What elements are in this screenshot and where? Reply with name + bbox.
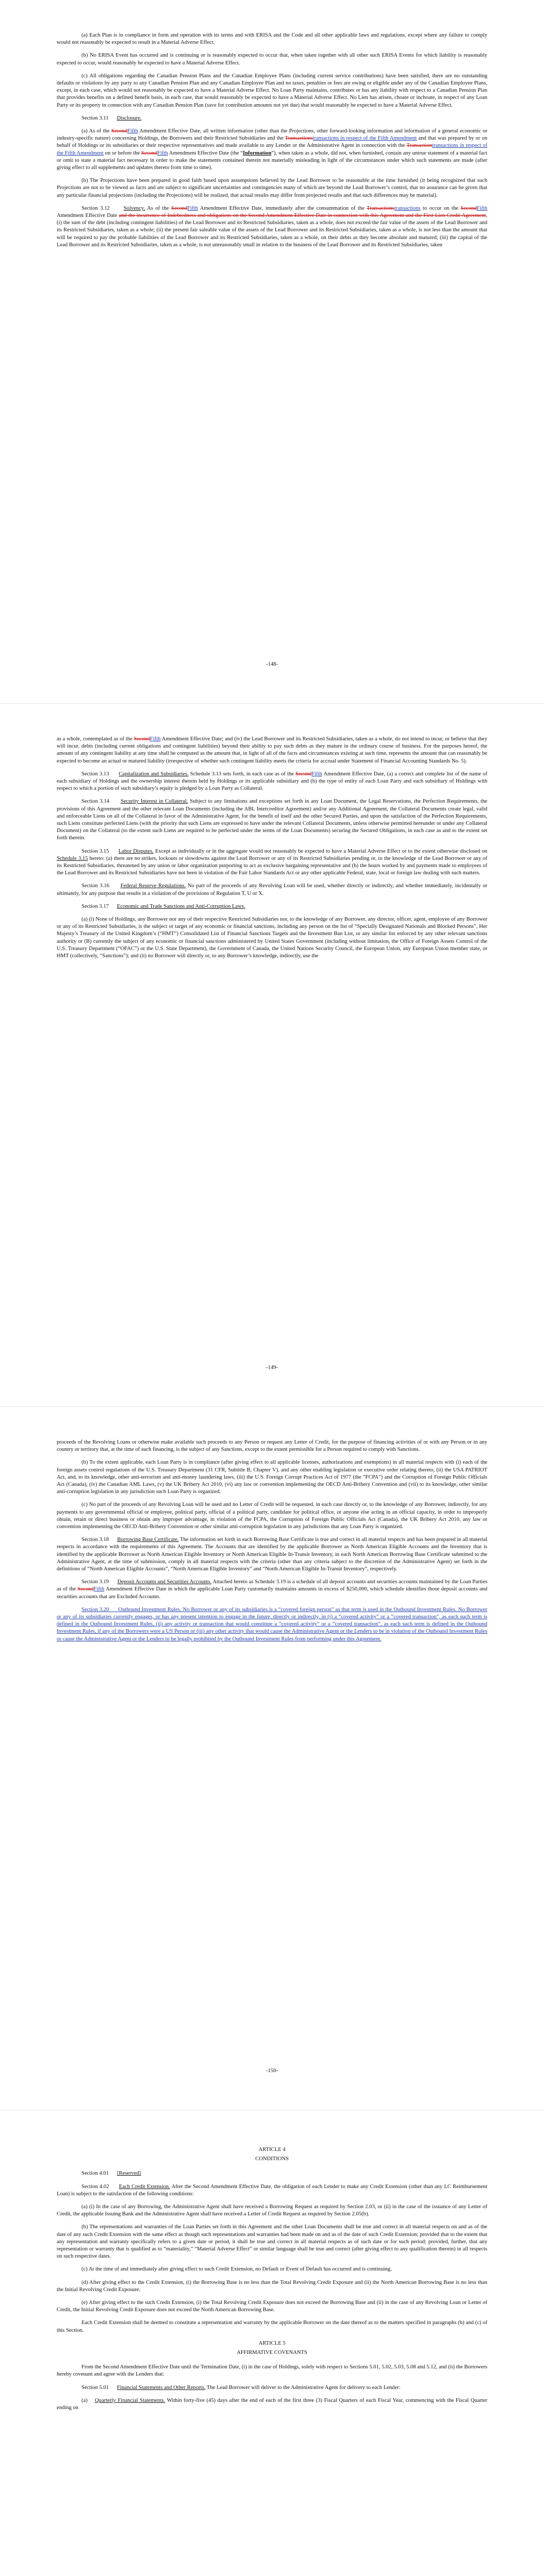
inserted-section-title: Outbound Investment Rules. (118, 1606, 182, 1613)
section-number: Section 4.02 (81, 2183, 109, 2190)
paragraph-3-15: Section 3.15 Labor Disputes. Except as individually or in the aggregate would not reasonably be expected to have a Material Adverse Effect or to the extent otherwise disclosed on Schedule 3.15 hereto: (a) there are no strikes, lockouts or slowdowns against the Lead Borrower or any of its Restricted Subsidiaries pending or, to the knowledge of the Lead Borrower or any of its Restricted Subsidiaries, threatened by any union or labor organization purporting to act as exclusive bargaining representative and (b) the hours worked by and payments made to employees of the Lead Borrower and its Restricted Subsidiaries have not been in violation of the Fair Labor Standards Act or any other applicable Federal, state, local or foreign law dealing with such matters. (57, 848, 488, 876)
section-3-11-heading (57, 115, 487, 122)
section-title: Economic and Trade Sanctions and Anti-Corruption Laws. (117, 903, 245, 909)
section-3-17-heading (57, 903, 487, 910)
paragraph-3-13: Section 3.13 Capitalization and Subsidiaries. Schedule 3.13 sets forth, in each case as of the SecondFifth Amendment Effective Date, (a) a correct and complete list of the name of each subsidiary of Holdings and the ownership interest therein held by Holdings or its applicable subsidiary and (b) the type of entity of each Loan Party and each subsidiary of Holdings with respect to which a portion of such subsidiary’s equity is pledged by a Loan Party as Collateral. (57, 771, 487, 792)
section-4-01 (57, 2170, 487, 2177)
paragraph-4-02-closing: Each Credit Extension shall be deemed to constitute a representation and warranty by the applicable Borrower on the date thereof as to the matters specified in paragraphs (b) and (c) of this Section. (57, 2320, 487, 2333)
section-number: Section 3.13 (81, 771, 109, 777)
deleted-text: Second (111, 128, 128, 134)
defined-term: Information (242, 150, 272, 156)
subsection-title: Quarterly Financial Statements. (95, 2397, 166, 2403)
page-150 (0, 1406, 544, 2110)
deleted-text: and the incurrence of Indebtedness and obligations on the Second Amendment Effective Date in connection with this Agreement and the First Lien Credit Agreement (119, 213, 486, 219)
article-4-heading: ARTICLE 4 (258, 2147, 286, 2153)
paragraph-4-02-b: (b) The representations and warranties of the Loan Parties set forth in this Agreement and the other Loan Documents shall be true and correct in all material respects on and as of the date of any such Credit Extension with the same effect as though such representations and warranties had been made on and as of the date of such Credit Extension; provided that to the extent that any representation and warranty specifically refers to a given date or period, it shall be true and correct in all material respects as of such date or for such period; provided, further, that any representation or warranty that is qualified as to “materiality,” “Material Adverse Effect” or similar language shall be true and correct (after giving effect to any qualification therein) in all respects on such respective dates. (57, 2224, 487, 2260)
section-title: Security Interest in Collateral. (120, 799, 188, 805)
paragraph-4-02: Section 4.02 Each Credit Extension. After the Second Amendment Effective Date, the obligation of each Lender to make any Credit Extension (other than any LC Reimbursement Loan) is subject to the satisfaction of the following conditions: (57, 2183, 488, 2197)
paragraph-4-02-d: (d) After giving effect to the Credit Extension, (i) the Borrowing Base is no less than the Total Revolving Credit Exposure and (ii) the North American Borrowing Base is no less than the Initial Revolving Credit Exposure. (57, 2279, 487, 2293)
paragraph-5-01-a: (a) Quarterly Financial Statements. Within forty-five (45) days after the end of each of the first three (3) Fiscal Quarters of each Fiscal Year, commencing with the Fiscal Quarter ending on (57, 2397, 487, 2411)
paragraph-3-20 (57, 1606, 487, 1643)
inserted-text: Fifth (476, 205, 488, 211)
inserted-text: Fifth (150, 736, 161, 742)
page-number: -150- (266, 2068, 278, 2074)
section-title: [Reserved] (117, 2171, 141, 2177)
paragraph-3-12: Section 3.12 Solvency. As of the SecondFifth Amendment Effective Date, immediately after the consummation of the Transactionstransactions to occur on the SecondFifth Amendment Effective Date and the incurrence of Indebtedness and obligations on the Second Amendment Effective Date in connection with this Agreement and the First Lien Credit Agreement, (i) the sum of the debt (including contingent liabilities) of the Lead Borrower and its Restricted Subsidiaries, taken as a whole, does not exceed the fair value of the assets of the Lead Borrower and its Restricted Subsidiaries, taken as a whole; (ii) the present fair saleable value of the assets of the Lead Borrower and its Restricted Subsidiaries, taken as a whole, is not less than the amount that will be required to pay the probable liabilities of the Lead Borrower and its Restricted Subsidiaries, taken as a whole, on their debts as they become absolute and matured; (iii) the capital of the Lead Borrower and its Restricted Subsidiaries, taken as a whole, is not unreasonably small in relation to the business of the Lead Borrower and its Restricted Subsidiaries, taken (57, 205, 488, 248)
schedule-reference: Schedule 3.15 (57, 855, 88, 861)
section-title: Labor Disputes. (118, 848, 154, 854)
article-5-intro: From the Second Amendment Effective Date until the Termination Date, (i) in the case of Holdings, solely with respect to Sections 5.01, 5.02, 5.03, 5.08 and 5.12, and (ii) the Borrowers hereby covenant and agree with the Lenders that: (57, 2364, 487, 2378)
deleted-text: Transactions (285, 135, 313, 142)
section-title: Solvency. (123, 205, 145, 211)
section-title: Financial Statements and Other Reports. (117, 2384, 206, 2391)
paragraph-5-01: Section 5.01 Financial Statements and Other Reports. The Lead Borrower will deliver to the Administrative Agent for delivery to each Lender: (81, 2384, 401, 2391)
paragraph-3-10-c: (c) All obligations regarding the Canadian Pension Plans and the Canadian Employee Plans (including current service contributions) have been satisfied, there are no outstanding defaults or violations by any party to any Canadian Pension Plan and any Canadian Employee Plan and no taxes, penalties or fees are owing or eligible under any of the Canadian Employee Plans, except, in each case, which would not reasonably be expected to have a Material Adverse Effect. No Loan Party maintains, contributes or has any liability with respect to a Canadian Pension Plan that provides benefits on a defined benefit basis, in each case, that would reasonably be expected to have a Material Adverse Effect. No Lien has arisen, choate or inchoate, in respect of any Loan Party or its property in connection with any Canadian Pension Plan (save for contribution amounts not yet due) that would reasonably be expected to have a Material Adverse Effect. (57, 73, 487, 108)
paragraph-3-11-b: (b) The Projections have been prepared in good faith based upon assumptions believed by the Lead Borrower to be reasonable at the time furnished (it being recognized that such Projections are not to be viewed as facts and are subject to significant uncertainties and contingencies many of which are beyond the Lead Borrower’s control, that no assurance can be given that any particular financial projections (including the Projections) will be realized, that actual results may differ from projected results and that such differences may be material). (57, 178, 487, 198)
paragraph-3-12-continued: as a whole, contemplated as of the SecondFifth Amendment Effective Date; and (iv) the Lead Borrower and its Restricted Subsidiaries, taken as a whole, do not intend to incur, or believe that they will incur, debts (including current obligations and contingent liabilities) beyond their ability to pay such debts as they mature in the ordinary course of business. For the purposes hereof, the amount of any contingent liability at any time shall be computed as the amount that, in light of all of the facts and circumstances existing at such time, represents the amount that can reasonably be expected to become an actual or matured liability (irrespective of whether such contingent liability meets the criteria for accrual under Statement of Financial Accounting Standards No. 5). (57, 736, 487, 764)
section-number: Section 3.14 (81, 799, 109, 805)
paragraph-4-02-a: (a) (i) In the case of any Borrowing, the Administrative Agent shall have received a Borrowing Request as required by Section 2.03, or (ii) in the case of the issuance of any Letter of Credit, the applicable Issuing Bank and the Administrative Agent shall have received a Letter of Credit Request as required by Section 2.05(b). (57, 2204, 487, 2217)
section-number: Section 3.16 (81, 883, 109, 889)
page-number: -148- (266, 662, 278, 667)
deleted-text: Second (460, 205, 477, 211)
deleted-text: Second (77, 1586, 94, 1592)
inserted-text: transactions (394, 205, 421, 211)
section-number: Section 3.19 (81, 1579, 109, 1585)
deleted-text: Second (141, 150, 158, 156)
paragraph-3-19: Section 3.19 Deposit Accounts and Securities Accounts. Attached hereto as Schedule 3.19 is a schedule of all deposit accounts and securities accounts maintained by the Loan Parties as of the SecondFifth Amendment Effective Date in which the applicable Loan Party customarily maintains amounts in excess of $250,000, which schedule identifies those deposit accounts and securities accounts that are Excluded Accounts. (57, 1579, 488, 1600)
section-number: Section 3.12 (81, 205, 110, 211)
deleted-text: Second (295, 771, 312, 777)
page-151 (0, 2110, 544, 2576)
deleted-text: Transactions (367, 205, 394, 211)
inserted-text: transactions in respect of the Fifth Amendment (312, 135, 417, 142)
inserted-text: No Borrower or any of its subsidiaries is a “covered foreign person” as that term is used in the Outbound Investment Rules. No Borrower or any of its subsidiaries currently engages, or has any present intention to engage in the future, directly or indirectly, in (i) a “covered activity” or a “covered transaction”, as each such term is defined in the Outbound Investment Rules, (ii) any activity or transaction that would constitute a “covered activity” or a “covered transaction”, as each such term is defined in the Outbound Investment Rules, if any of the Borrowers were a US Person or (iii) any other activity that would cause the Administrative Agent or the Lenders to be in violation of the Outbound Investment Rules or cause the Administrative Agent or the Lenders to be legally prohibited by the Outbound Investment Rules from performing under this Agreement. (57, 1606, 488, 1642)
article-4-title: CONDITIONS (255, 2156, 289, 2162)
section-number: Section 3.11 (81, 115, 109, 121)
section-title: Disclosure. (117, 115, 142, 121)
inserted-text: Fifth (127, 128, 138, 134)
section-title: Each Credit Extension. (119, 2183, 170, 2190)
inserted-text: Fifth (157, 150, 168, 156)
paragraph-3-17-a-continued: proceeds of the Revolving Loans or otherwise make available such proceeds to any Person or request any Letter of Credit, for the purpose of financing activities of or with any Person or in any country or territory that, at the time of such financing, is the subject of any Sanctions, except to the extent permissible for a Person required to comply with Sanctions. (57, 1439, 487, 1453)
inserted-text: Fifth (187, 205, 198, 211)
inserted-section-number: Section 3.20 (81, 1606, 109, 1613)
section-number: Section 5.01 (81, 2384, 109, 2391)
deleted-text: Transaction (406, 143, 433, 149)
section-number: Section 3.17 (81, 903, 109, 909)
deleted-text: Second (134, 736, 150, 742)
article-5-title: AFFIRMATIVE COVENANTS (237, 2350, 307, 2356)
section-number: Section 4.01 (81, 2171, 109, 2177)
section-title: Federal Reserve Regulations. (120, 883, 186, 889)
paragraph-3-10-a: (a) Each Plan is in compliance in form and operation with its terms and with ERISA and the Code and all other applicable laws and regulations, except where any failure to comply would not reasonably be expected to result in a Material Adverse Effect. (57, 32, 487, 46)
paragraph-4-02-c: (c) At the time of and immediately after giving effect to such Credit Extension, no Default or Event of Default has occurred and is continuing. (81, 2266, 392, 2273)
page-148 (0, 0, 544, 703)
section-number: Section 3.18 (81, 1537, 109, 1543)
inserted-text: Fifth (93, 1586, 105, 1592)
paragraph-3-18: Section 3.18 Borrowing Base Certificate. The information set forth in each Borrowing Base Certificate is true and correct in all material respects and has been prepared in all material respects in accordance with the requirements of this Agreement. The Accounts that are identified by the applicable Borrower as North American Eligible Accounts and the Inventory that is identified by the applicable Borrower as North American Eligible Inventory or North American Eligible In-Transit Inventory, in each North American Borrowing Base Certificate submitted to the Administrative Agent, at the time of submission, comply in all material respects with the criteria (other than any criteria subject to the discretion of the Administrative Agent) set forth in the definitions of “North American Eligible Accounts”, “North American Eligible Inventory” and “North American Eligible In-Transit Inventory”, respectively. (57, 1537, 487, 1572)
section-title: Capitalization and Subsidiaries. (119, 771, 189, 777)
inserted-text: Fifth (311, 771, 322, 777)
paragraph-3-17-a: (a) (i) None of Holdings, any Borrower nor any of their respective Restricted Subsidiaries nor, to the knowledge of any Borrower, any director, officer, agent, employee of any Borrower or any of its Restricted Subsidiaries, is the subject or target of any economic or financial sanctions, including any person on the list of “Specially Designated Nationals and Blocked Persons”, Her Majesty’s Treasury of the United Kingdom’s (“HMT”) Consolidated List of Financial Sanctions Targets and the Investment Ban List, or any similar list enforced by any other relevant sanctions authority or (B) currently the subject of any economic or financial sanctions administered by United States Government (including without limitation, the Office of Foreign Assets Control of the U.S. Treasury Department (“OFAC”) or the U.S. State Department), the Government of Canada, the United Nations Security Council, the European Union, any European Union member state, or HMT (collectively, “Sanctions”); and (ii) no Borrower will directly or, to any Borrower’s knowledge, indirectly, use the (57, 917, 487, 959)
paragraph-3-11-a: (a) As of the SecondFifth Amendment Effective Date, all written information (other than the Projections, other forward-looking information and information of a general economic or industry-specific nature) concerning Holdings, the Borrowers and their Restricted Subsidiaries and the Transactionstransactions in respect of the Fifth Amendment and that was prepared by or on behalf of Holdings or its subsidiaries or their respective representatives and made available to any Lender or the Administrative Agent in connection with the Transactiontransactions in respect of the Fifth Amendment on or before the SecondFifth Amendment Effective Date (the “Information”), when taken as a whole, did not, when furnished, contain any untrue statement of a material fact or omit to state a material fact necessary in order to make the statements contained therein not materially misleading in light of the circumstances under which such statements are made (after giving effect to all supplements and updates thereto from time to time). (57, 128, 488, 171)
article-5-heading: ARTICLE 5 (258, 2340, 286, 2346)
paragraph-3-10-b: (b) No ERISA Event has occurred and is continuing or is reasonably expected to occur that, when taken together with all other such ERISA Events for which liability is reasonably expected to occur, would reasonably be expected to have a Material Adverse Effect. (57, 53, 487, 66)
paragraph-3-14: Section 3.14 Security Interest in Collateral. Subject to any limitations and exceptions set forth in any Loan Document, the Legal Reservations, the Perfection Requirements, the provisions of this Agreement and the other relevant Loan Documents (including the ABL Intercreditor Agreement) and/or any Additional Agreement, the Collateral Documents create legal, valid and enforceable Liens on all of the Collateral in favor of the Administrative Agent, for the benefit of itself and the other Secured Parties, and upon the satisfaction of the Perfection Requirements, such Liens constitute perfected Liens (with the priority that such Liens are expressed to have under the relevant Collateral Documents, unless otherwise permitted hereunder or under any Collateral Document) on the Collateral (to the extent such Liens are required to be perfected under the terms of the Loan Documents) securing the Secured Obligations, in each case as and to the extent set forth therein. (57, 799, 487, 841)
page-149 (0, 703, 544, 1406)
paragraph-3-17-c: (c) No part of the proceeds of any Revolving Loan will be used and no Letter of Credit will be requested, in each case directly or, to the knowledge of any Borrower, indirectly, for any payments to any governmental official or employee, political party, official of a political party, candidate for political office, or anyone else acting in an official capacity, in order to improperly obtain, retain or direct business or obtain any improper advantage, in violation of the FCPA, the Corruption of Foreign Public Officials Act (Canada), the UK Bribery Act 2010, any law or convention implementing the OECD Anti-Bribery Convention or other similar anti-corruption legislation in any jurisdictions that any Loan Party is organized. (57, 1502, 487, 1530)
inserted-text: transactions in respect of the Fifth Amendment (57, 143, 488, 156)
paragraph-3-16: Section 3.16 Federal Reserve Regulations. No part of the proceeds of any Revolving Loan will be used, whether directly or indirectly, and whether immediately, incidentally or ultimately, for any purpose that results in a violation of the provisions of Regulation T, U or X. (57, 883, 487, 896)
section-number: Section 3.15 (81, 848, 109, 854)
paragraph-3-17-b: (b) To the extent applicable, each Loan Party is in compliance (after giving effect to all applicable licenses, authorizations and exemptions) in all material respects with (i) each of the foreign assets control regulations of the U.S. Treasury Department (31 CFR, Subtitle B, Chapter V), and any other enabling legislation or executive order relating thereto, (ii) the USA PATRIOT Act, and, to its knowledge, other anti-terrorism and anti-money laundering laws, (iii) the U.S. Foreign Corrupt Practices Act of 1977 (the “FCPA”) and the Corruption of Foreign Public Officials Act (Canada), (iv) the Canadian AML Laws, (v) the UK Bribery Act 2010, (vi) any law or convention implementing the OECD Anti-Bribery Convention and (vii) to its knowledge, other similar anti-corruption legislation in any jurisdiction such Loan Party is organized. (57, 1460, 487, 1495)
paragraph-4-02-e: (e) After giving effect to the such Credit Extension, (i) the Total Revolving Credit Exposure does not exceed the Borrowing Base and (ii) in the case of any Revolving Loan or Letter of Credit, the Initial Revolving Credit Exposure does not exceed the North American Borrowing Base. (57, 2300, 487, 2313)
deleted-text: Second (171, 205, 188, 211)
section-title: Borrowing Base Certificate. (117, 1537, 179, 1543)
page-number: -149- (266, 1365, 278, 1370)
section-title: Deposit Accounts and Securities Accounts. (117, 1579, 212, 1585)
